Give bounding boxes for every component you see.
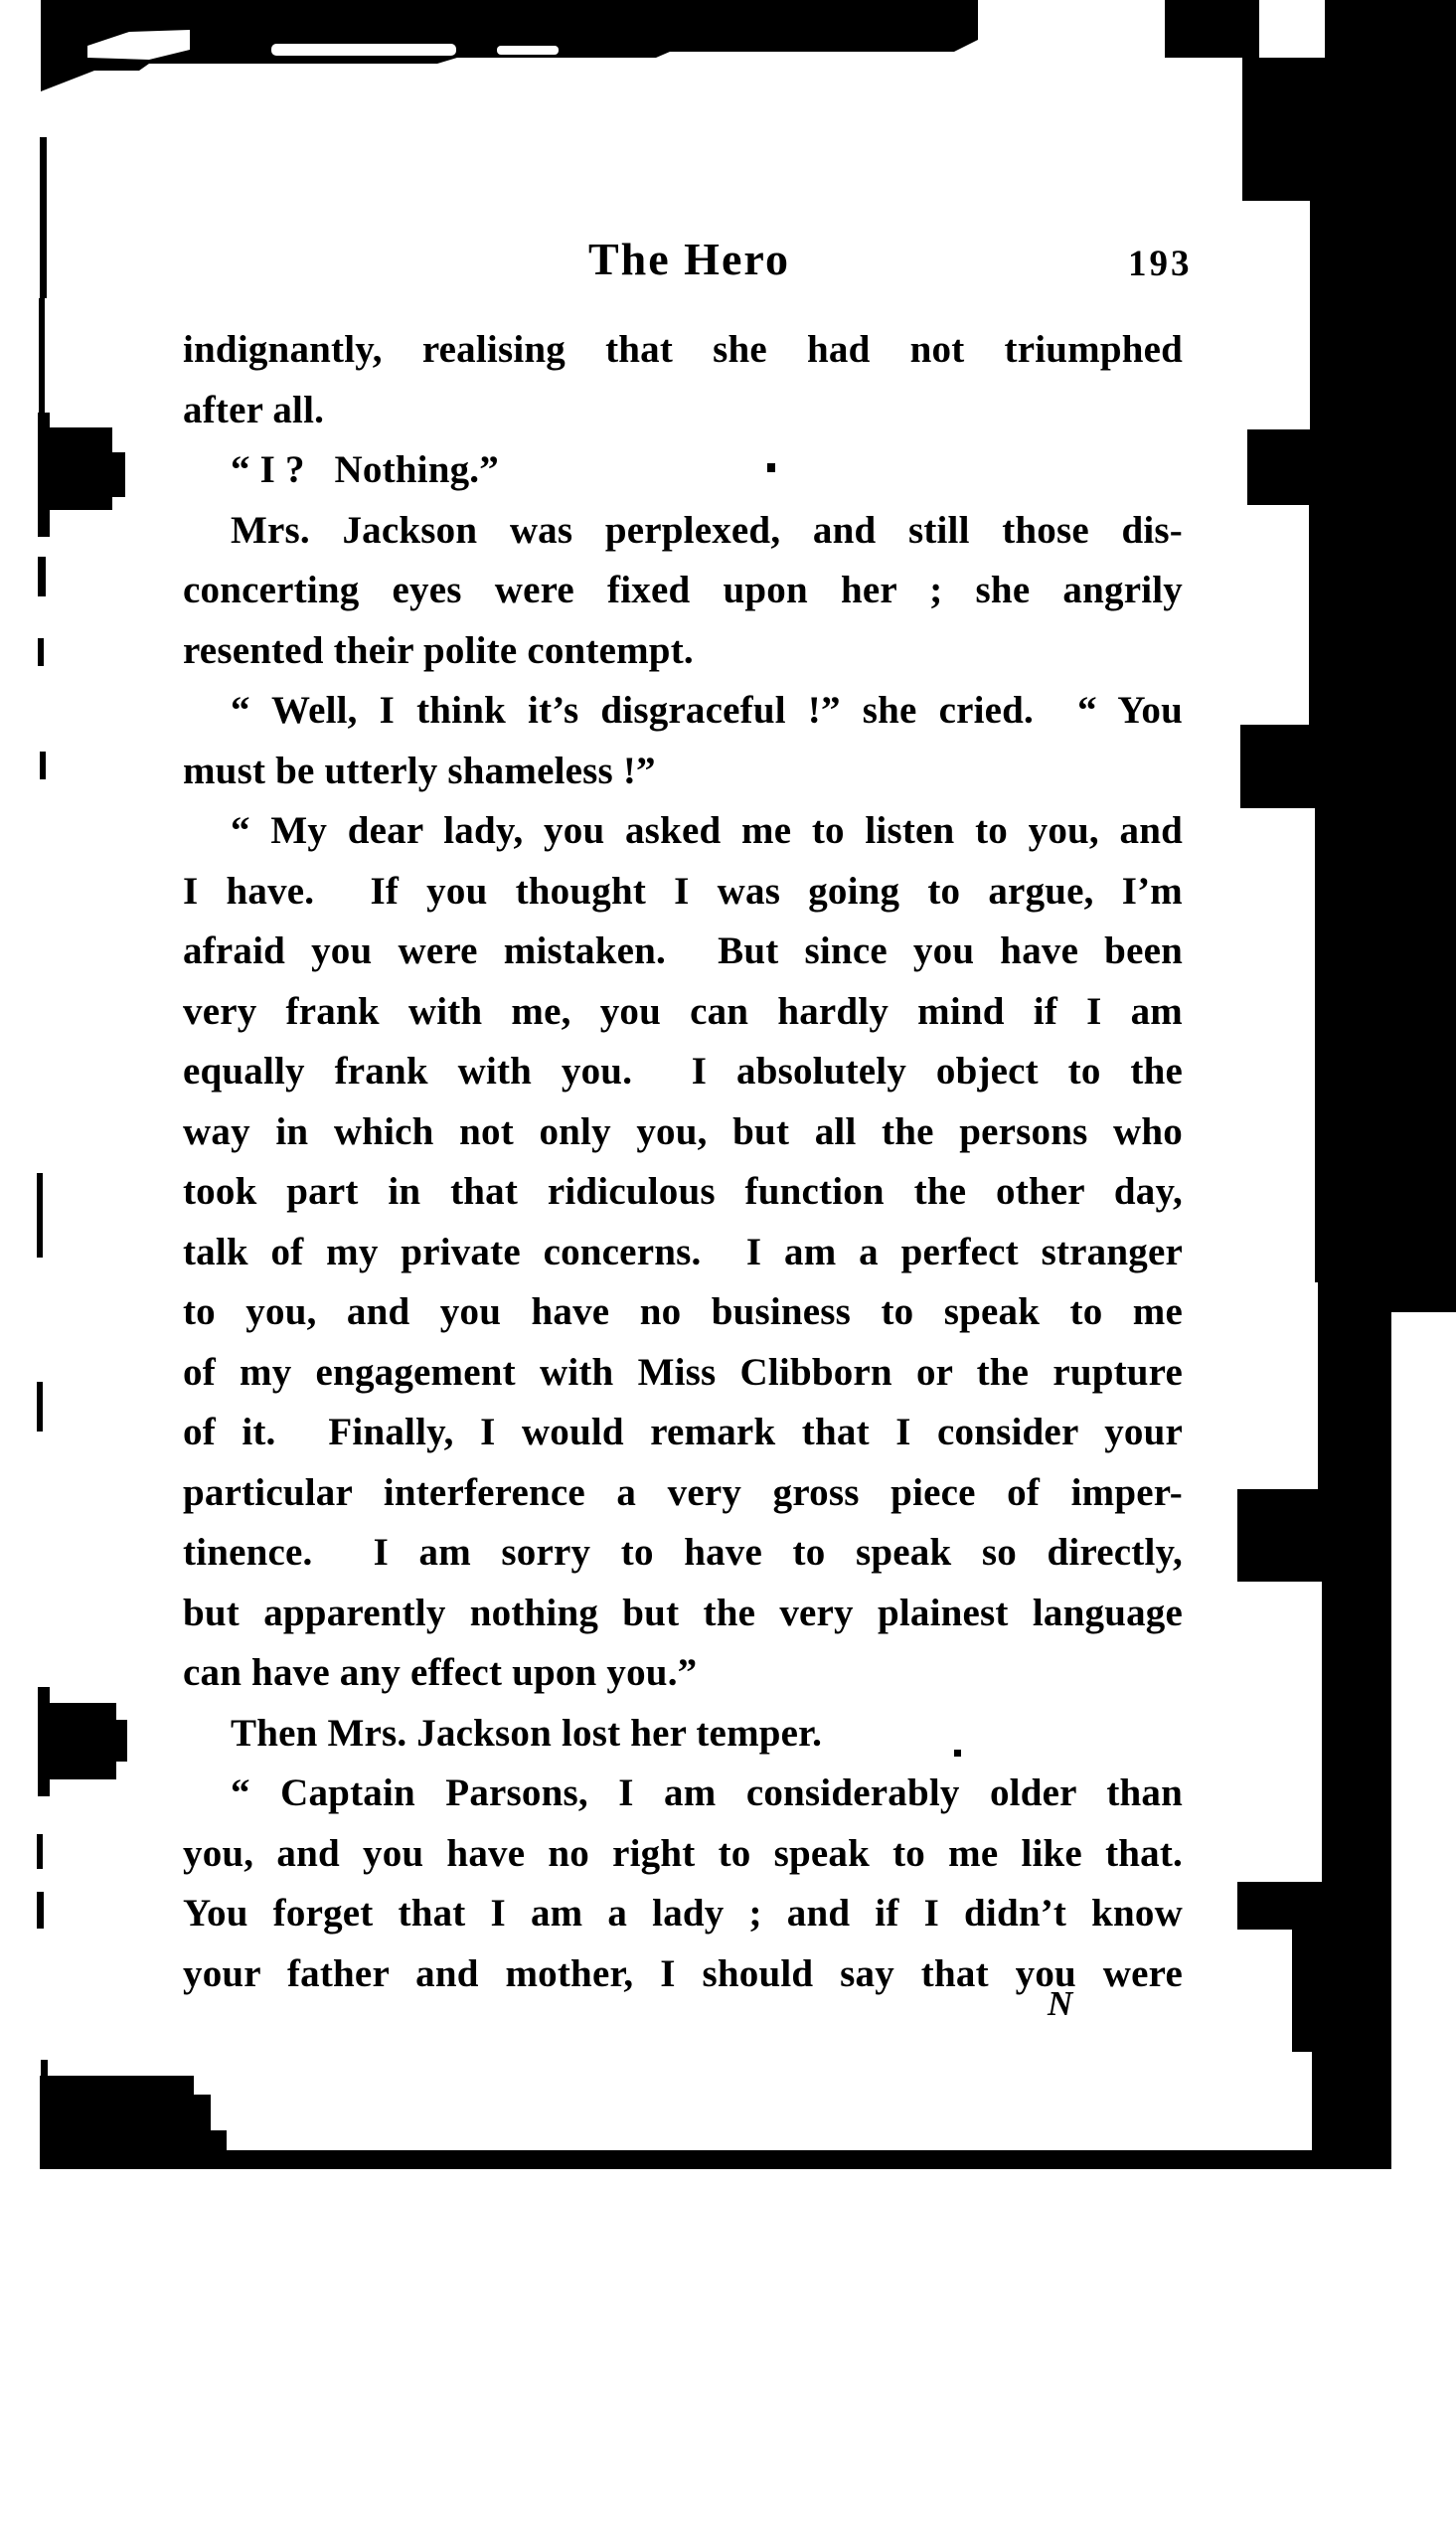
text-line: talk of my private concerns. I am a perfect stranger — [183, 1230, 1183, 1273]
left-scan-marks — [37, 137, 127, 1929]
text-line: “ My dear lady, you asked me to listen to you, and — [231, 809, 1183, 852]
body-text — [183, 320, 1183, 2004]
text-line: You forget that I am a lady ; and if I didn’t know — [183, 1892, 1183, 1935]
text-line: way in which not only you, but all the persons who — [183, 1109, 1183, 1153]
text-line: concerting eyes were fixed upon her ; she angrily — [183, 569, 1183, 611]
text-line: can have any effect upon you.” — [183, 1651, 698, 1694]
text-line: particular interference a very gross piece of imper- — [183, 1470, 1183, 1514]
bottom-scan-border — [40, 2060, 1391, 2169]
text-line: of my engagement with Miss Clibborn or the rupture — [183, 1350, 1183, 1394]
text-line: “ I ? Nothing.” — [231, 448, 499, 491]
text-line: indignantly, realising that she had not triumphed — [183, 328, 1183, 371]
text-line: afraid you were mistaken. But since you have been — [183, 929, 1183, 972]
top-scan-border — [41, 0, 978, 91]
text-line: tinence. I am sorry to have to speak so directly, — [183, 1531, 1183, 1574]
text-line: you, and you have no right to speak to me like that. — [183, 1831, 1183, 1875]
text-line: equally frank with you. I absolutely object to the — [183, 1050, 1183, 1093]
text-line: Mrs. Jackson was perplexed, and still those dis- — [231, 508, 1183, 552]
page-title: The Hero — [588, 234, 790, 284]
page-number: 193 — [1128, 244, 1193, 284]
text-line: to you, and you have no business to speak to me — [183, 1290, 1183, 1333]
text-line: took part in that ridiculous function the other day, — [183, 1170, 1183, 1213]
text-line: very frank with me, you can hardly mind if I am — [183, 989, 1183, 1033]
text-line: your father and mother, I should say that you were — [183, 1951, 1183, 1995]
text-line: after all. — [183, 388, 325, 431]
text-line: “ Well, I think it’s disgraceful !” she cried. “ You — [231, 689, 1183, 732]
signature-mark: N — [1048, 1984, 1073, 2023]
text-line: Then Mrs. Jackson lost her temper. — [231, 1711, 823, 1755]
text-line: “ Captain Parsons, I am considerably older than — [231, 1771, 1183, 1814]
text-line: I have. If you thought I was going to argue, I’m — [183, 869, 1183, 913]
text-line: must be utterly shameless !” — [183, 749, 656, 792]
text-line: of it. Finally, I would remark that I consider your — [183, 1411, 1183, 1453]
text-line: resented their polite contempt. — [183, 628, 694, 672]
right-scan-border — [1165, 0, 1456, 2151]
text-line: but apparently nothing but the very plainest language — [183, 1591, 1183, 1634]
